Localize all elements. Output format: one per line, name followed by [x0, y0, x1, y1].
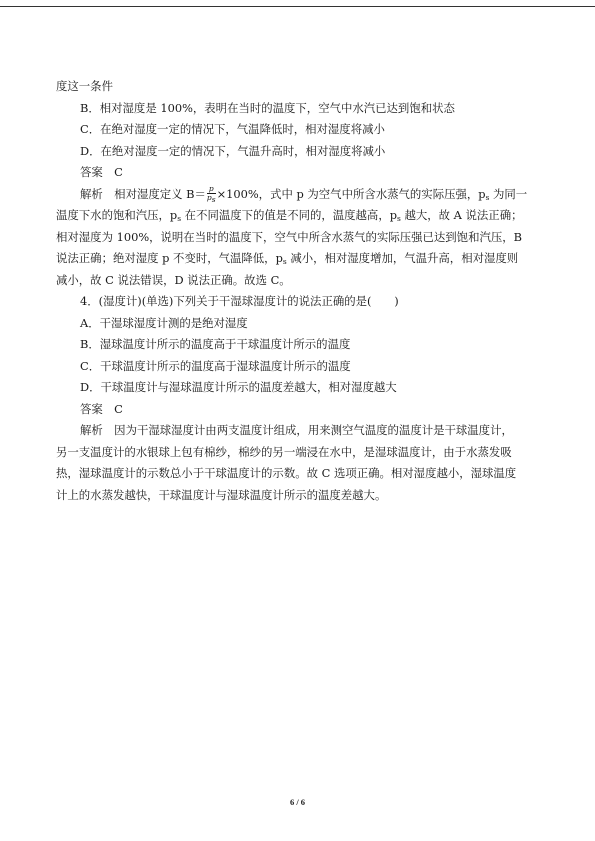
- q4-option-c: C．干球温度计所示的温度高于湿球温度计所示的温度: [80, 358, 351, 373]
- explanation-4-line-2: 另一支温度计的水银球上包有棉纱，棉纱的另一端浸在水中，是湿球温度计，由于水蒸发吸: [56, 444, 512, 459]
- text-line: 度这一条件: [56, 79, 113, 93]
- explanation-text: ×100%，式中 p 为空气中所含水蒸气的实际压强，p: [216, 186, 486, 201]
- subscript: s: [177, 214, 182, 223]
- page-number: 6 / 6: [289, 797, 306, 807]
- fraction-numerator: p: [208, 184, 214, 193]
- explanation-text: 在不同温度下的值是不同的，温度越高，p: [181, 208, 398, 222]
- explanation-text: 为同一: [489, 186, 528, 201]
- document-body: [56, 76, 540, 506]
- explanation-text: 说法正确；绝对湿度 p 不变时，气温降低，p: [56, 251, 283, 265]
- explanation-3-line-2: [56, 205, 540, 227]
- subscript: s: [485, 192, 490, 202]
- header-rule: [0, 6, 595, 7]
- explanation-4-line-3: 热，湿球温度计的示数总小于干球温度计的示数。故 C 选项正确。相对湿度越小，湿球温度: [56, 466, 517, 480]
- answer-4: 答案 C: [80, 401, 123, 416]
- question-4: 4．(湿度计)(单选)下列关于干湿球湿度计的说法正确的是( ): [80, 294, 399, 308]
- subscript: s: [397, 214, 401, 223]
- explanation-text: 温度下水的饱和汽压，p: [56, 208, 178, 222]
- denominator-subscript: s: [211, 195, 216, 204]
- explanation-3-line-1: [56, 184, 540, 206]
- option-b: B．相对湿度是 100%，表明在当时的温度下，空气中水汽已达到饱和状态: [80, 100, 455, 115]
- explanation-4-line-4: 计上的水蒸发越快，干球温度计与湿球温度计所示的温度差越大。: [56, 487, 387, 502]
- option-d: D．在绝对湿度一定的情况下，气温升高时，相对湿度将减小: [80, 143, 386, 158]
- explanation-text: 减小，相对湿度增加，气温升高，相对湿度则: [286, 251, 519, 265]
- explanation-3-line-5: 减小，故 C 说法错误，D 说法正确。故选 C。: [56, 272, 291, 287]
- explanation-text: 越大，故 A 说法正确；: [400, 208, 523, 222]
- q4-option-d: D．干球温度计与湿球温度计所示的温度差越大，相对湿度越大: [80, 380, 397, 394]
- fraction: [207, 185, 216, 204]
- explanation-3-line-3: 相对湿度为 100%，说明在当时的温度下，空气中所含水蒸气的实际压强已达到饱和汽压，B: [56, 229, 523, 244]
- explanation-text: 解析 相对湿度定义 B＝: [80, 186, 206, 201]
- answer-3: 答案 C: [80, 165, 123, 179]
- denominator-main: p: [206, 193, 212, 202]
- explanation-4-line-1: 解析 因为干湿球湿度计由两支温度计组成，用来测空气温度的温度计是干球温度计，: [80, 423, 513, 437]
- fraction-denominator: [207, 193, 216, 204]
- explanation-3-line-4: [56, 248, 540, 270]
- subscript: s: [282, 257, 287, 266]
- q4-option-b: B．湿球温度计所示的温度高于干球温度计所示的温度: [80, 337, 351, 351]
- q4-option-a: A．干湿球湿度计测的是绝对湿度: [80, 315, 248, 330]
- option-c: C．在绝对湿度一定的情况下，气温降低时，相对湿度将减小: [80, 122, 385, 136]
